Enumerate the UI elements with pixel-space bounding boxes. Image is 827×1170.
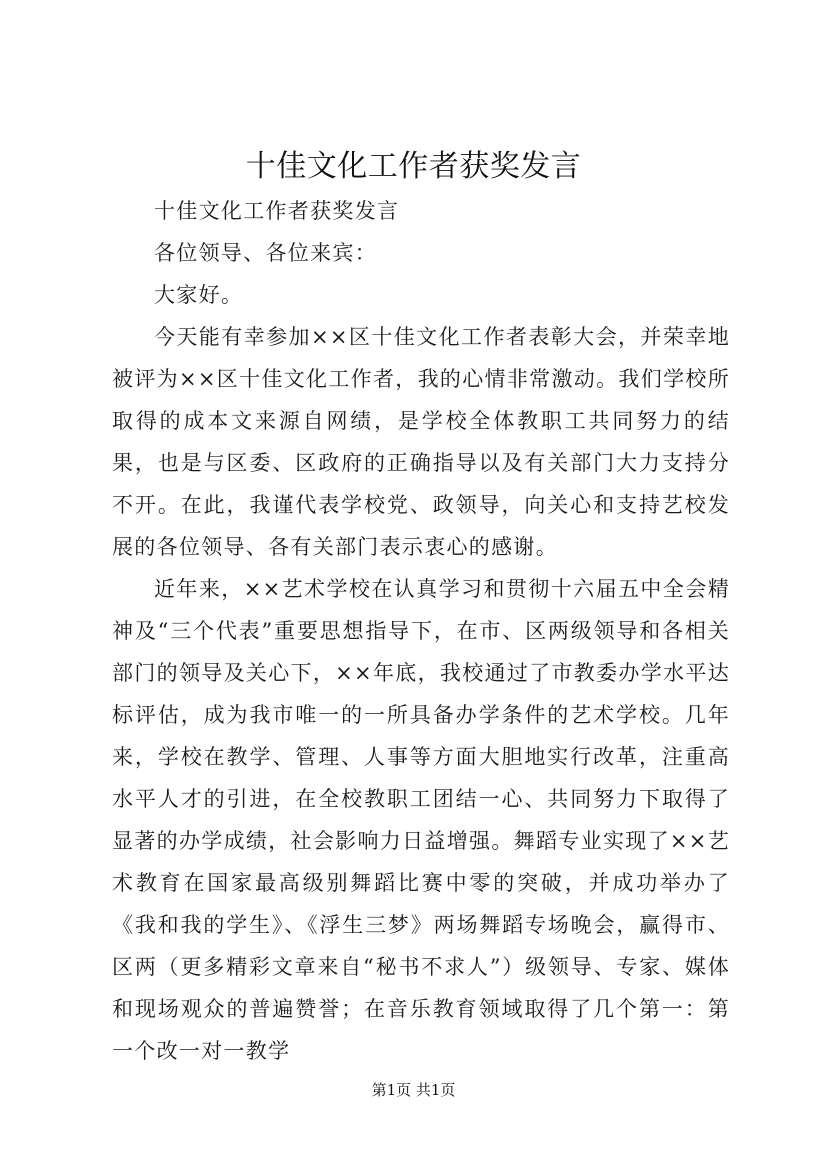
document-title: 十佳文化工作者获奖发言	[245, 149, 582, 184]
paragraph-thanks: 今天能有幸参加××区十佳文化工作者表彰大会，并荣幸地被评为××区十佳文化工作者，我的心情非常激动。我们学校所取得的成本文来源自网绩，是学校全体教职工共同努力的结果，也是与区委、区政府的正确指导以及有关部门大力支持分不开。在此，我谨代表学校党、政领导，向关心和支持艺校发展的各位领导、各有关部门表示衷心的感谢。	[112, 325, 730, 559]
page-footer: 第1页 共1页	[371, 1081, 456, 1099]
paragraph-greeting: 各位领导、各位来宾：	[154, 241, 377, 265]
paragraph-achievements: 近年来，××艺术学校在认真学习和贯彻十六届五中全会精神及“三个代表”重要思想指导下，在市、区两级领导和各相关部门的领导及关心下，××年底，我校通过了市教委办学水平达标评估，成为我市唯一的一所具备办学条件的艺术学校。几年来，学校在教学、管理、人事等方面大胆地实行改革，注重高水平人才的引进，在全校教职工团结一心、共同努力下取得了显著的办学成绩，社会影响力日益增强。舞蹈专业实现了××艺术教育在国家最高级别舞蹈比赛中零的突破，并成功举办了《我和我的学生》、《浮生三梦》两场舞蹈专场晚会，赢得市、区两（更多精彩文章来自“秘书不求人”）级领导、专家、媒体和现场观众的普遍赞誉；在音乐教育领域取得了几个第一：第一个改一对一教学	[112, 577, 730, 1063]
paragraph-subtitle: 十佳文化工作者获奖发言	[154, 199, 400, 223]
document-body	[112, 190, 730, 1072]
paragraph-hello: 大家好。	[154, 283, 244, 307]
